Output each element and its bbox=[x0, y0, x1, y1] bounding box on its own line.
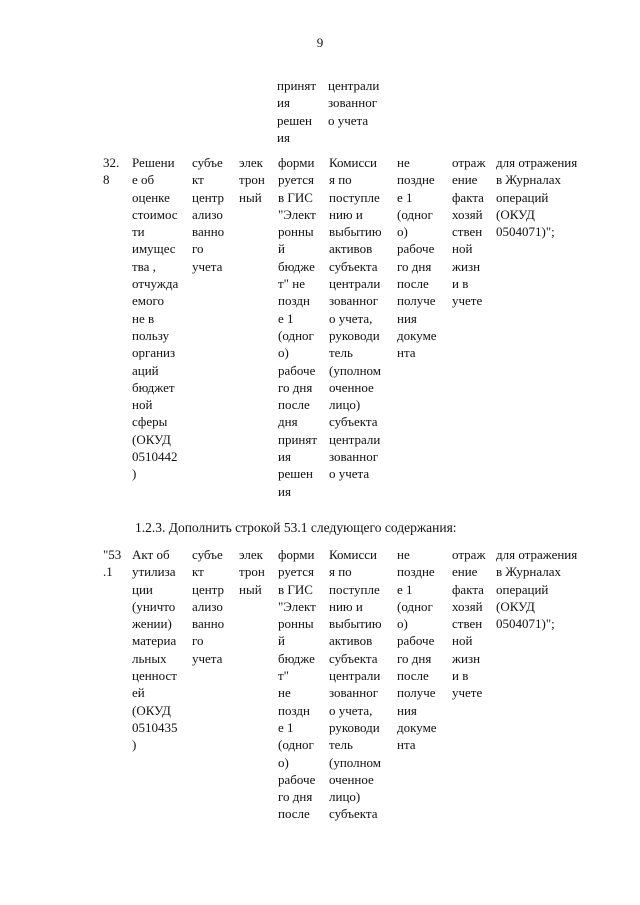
purpose-cell: отраж ение факта хозяй ствен ной жизн и в учете bbox=[452, 547, 486, 701]
formation-term-cell: форми руется в ГИС "Элект ронны й бюдже т" не поздн е 1 (одног о) рабоче го дня после дня принят ия решен ия bbox=[278, 155, 318, 499]
form-cell: элек трон ный bbox=[239, 155, 265, 205]
compiler-cell: субъе кт центр ализо ванно го учета bbox=[192, 155, 225, 274]
row-number: 32. 8 bbox=[103, 155, 120, 188]
note-cell: для отражения в Журналах операций (ОКУД 0504071)"; bbox=[496, 155, 578, 240]
cont-decision-cell: принят ия решен ия bbox=[277, 78, 317, 145]
purpose-cell: отраж ение факта хозяй ствен ной жизн и в учете bbox=[452, 155, 486, 309]
note-cell: для отражения в Журналах операций (ОКУД 0504071)"; bbox=[496, 547, 578, 632]
document-name-cell: Акт об утилиза ции (уничто жении) материа льных ценност ей (ОКУД 0510435 ) bbox=[132, 547, 178, 753]
document-name-cell: Решени е об оценке стоимос ти имущес тва , отчужда емого не в пользу организ аций бюджет ной сферы (ОКУД 0510442 ) bbox=[132, 155, 179, 482]
receiver-cell: Комисси я по поступле нию и выбытию активов субъекта централи зованног о учета, руководи тель (уполном оченное лицо) субъекта централи зованног о учета bbox=[329, 155, 382, 482]
page-number: 9 bbox=[316, 35, 324, 50]
instruction-paragraph: 1.2.3. Дополнить строкой 53.1 следующего содержания: bbox=[135, 520, 457, 535]
deadline-cell: не поздне е 1 (одног о) рабоче го дня после получе ния докуме нта bbox=[397, 547, 437, 753]
form-cell: элек трон ный bbox=[239, 547, 265, 597]
receiver-cell: Комисси я по поступле нию и выбытию активов субъекта централи зованног о учета, руководи тель (уполном оченное лицо) субъекта bbox=[329, 547, 382, 822]
compiler-cell: субъе кт центр ализо ванно го учета bbox=[192, 547, 225, 666]
formation-term-cell: форми руется в ГИС "Элект ронны й бюдже т" не поздн е 1 (одног о) рабоче го дня после bbox=[278, 547, 316, 822]
cont-commission-cell: централи зованног о учета bbox=[328, 78, 380, 128]
deadline-cell: не поздне е 1 (одног о) рабоче го дня после получе ния докуме нта bbox=[397, 155, 437, 361]
row-number: "53 .1 bbox=[103, 547, 122, 580]
